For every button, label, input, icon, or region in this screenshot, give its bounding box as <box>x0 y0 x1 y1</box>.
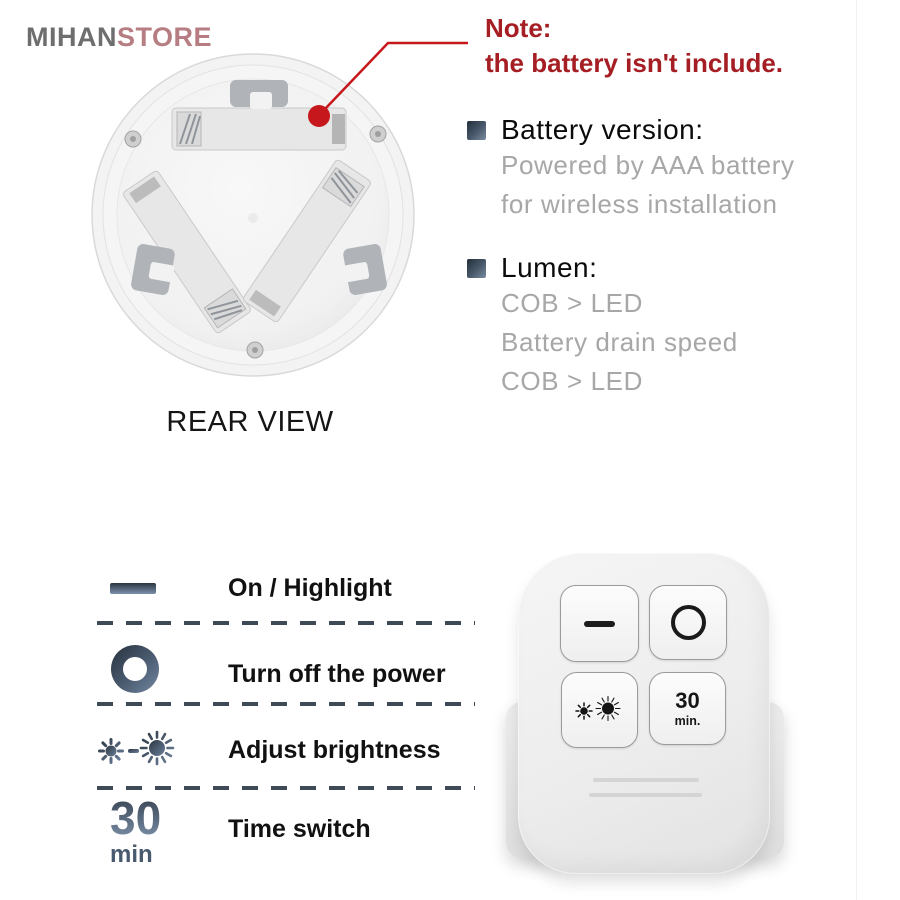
square-bullet-icon <box>467 121 486 140</box>
legend-label-on: On / Highlight <box>228 574 392 602</box>
brightness-suns-icon <box>95 724 185 778</box>
remote-timer-button <box>649 672 726 745</box>
spec-line: COB > LED <box>501 366 643 396</box>
spec-line: Battery drain speed <box>501 327 738 357</box>
remote-on-minus-button <box>560 585 639 662</box>
ring-icon <box>671 605 706 640</box>
legend-label-brightness: Adjust brightness <box>228 736 441 764</box>
dashed-divider <box>97 702 475 706</box>
spec-battery-version <box>467 114 795 224</box>
minus-icon <box>584 621 615 627</box>
note-heading: Note: <box>485 13 552 43</box>
timer-button-unit: min. <box>674 713 701 728</box>
mounting-clip-top <box>230 80 288 109</box>
rear-view-caption: REAR VIEW <box>166 406 334 438</box>
timer-30min-icon <box>110 792 162 868</box>
spec-heading: Lumen: <box>501 252 598 283</box>
remote-power-off-button <box>649 585 727 660</box>
spec-line: for wireless installation <box>501 189 778 219</box>
logo-text-gray: MIHAN <box>26 22 117 52</box>
logo-text-red: STORE <box>117 22 213 52</box>
note-body: the battery isn't include. <box>485 48 784 78</box>
dashed-divider <box>97 621 475 625</box>
timer-button-value: 30 <box>675 687 700 713</box>
spec-line: Powered by AAA battery <box>501 150 795 180</box>
remote-control <box>518 553 770 874</box>
suns-icon <box>572 693 628 727</box>
spec-line: COB > LED <box>501 288 643 318</box>
battery-cover-line <box>593 778 699 782</box>
battery-cover-line <box>589 793 702 797</box>
note-text <box>485 11 783 81</box>
on-dash-icon <box>110 583 156 594</box>
battery-terminal <box>332 114 345 144</box>
remote-brightness-button <box>561 672 638 748</box>
legend-label-off: Turn off the power <box>228 660 446 688</box>
power-off-ring-icon <box>111 645 159 693</box>
dashed-divider <box>97 786 475 790</box>
timer-unit: min <box>110 841 153 868</box>
timer-value: 30 <box>110 792 162 844</box>
spec-lumen <box>467 252 738 401</box>
square-bullet-icon <box>467 259 486 278</box>
legend-label-timer: Time switch <box>228 815 371 843</box>
spec-heading: Battery version: <box>501 114 704 145</box>
photo-seam-line <box>856 0 857 900</box>
